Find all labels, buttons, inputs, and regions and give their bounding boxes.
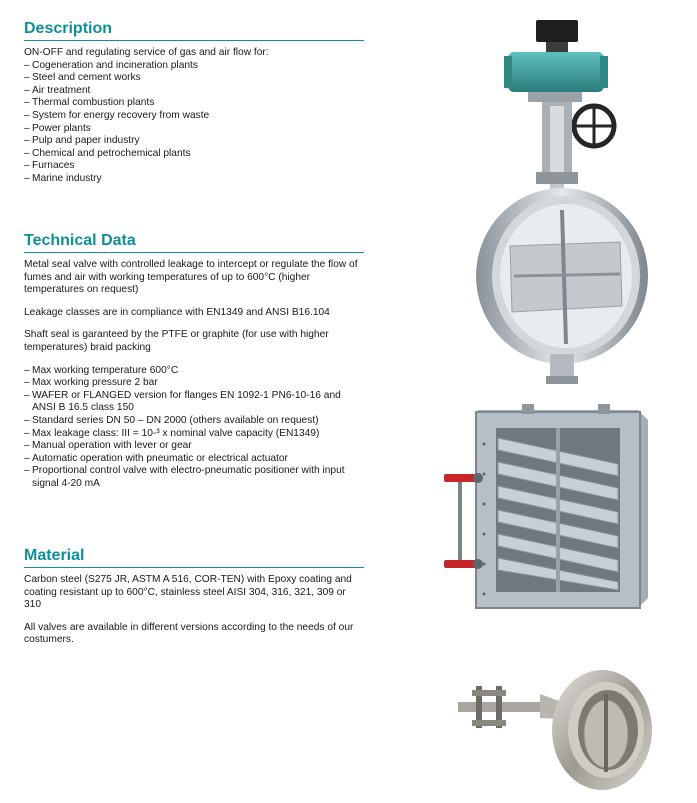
spec-list xyxy=(24,365,364,491)
list-item: – Thermal combustion plants xyxy=(24,97,364,110)
description-body xyxy=(24,47,364,186)
list-item: – WAFER or FLANGED version for flanges EN 1092-1 PN6-10-16 and ANSI B 16.5 class 150 xyxy=(24,390,364,415)
list-item: – Chemical and petrochemical plants xyxy=(24,148,364,161)
description-heading: Description xyxy=(24,20,364,41)
material-paragraph-2: All valves are available in different versions according to the needs of our costumers. xyxy=(24,621,354,646)
material-heading: Material xyxy=(24,547,364,568)
list-item: – Air treatment xyxy=(24,85,364,98)
material-body xyxy=(24,574,364,647)
list-item: – Automatic operation with pneumatic or electrical actuator xyxy=(24,453,364,466)
description-intro: ON-OFF and regulating service of gas and air flow for: xyxy=(24,47,269,58)
list-item: – System for energy recovery from waste xyxy=(24,110,364,123)
description-section xyxy=(24,20,364,186)
list-item: – Power plants xyxy=(24,123,364,136)
list-item: – Max leakage class: III = 10-³ x nominal valve capacity (EN1349) xyxy=(24,428,364,441)
application-list xyxy=(24,60,364,186)
technical-body xyxy=(24,259,364,491)
butterfly-valve-image xyxy=(470,14,650,390)
stainless-valve-image xyxy=(454,650,662,794)
list-item: – Manual operation with lever or gear xyxy=(24,440,364,453)
technical-paragraph-1: Metal seal valve with controlled leakage to intercept or regulate the flow of fumes and air with working temperatures of up to 600°C (higher temperatures on request) xyxy=(24,259,358,296)
list-item: – Max working pressure 2 bar xyxy=(24,377,364,390)
material-section xyxy=(24,547,364,647)
list-item: – Cogeneration and incineration plants xyxy=(24,60,364,73)
list-item: – Furnaces xyxy=(24,160,364,173)
list-item: – Pulp and paper industry xyxy=(24,135,364,148)
louver-damper-image xyxy=(438,404,656,622)
list-item: – Marine industry xyxy=(24,173,364,186)
technical-section xyxy=(24,232,364,491)
technical-paragraph-3: Shaft seal is garanteed by the PTFE or graphite (for use with higher temperatures) braid packing xyxy=(24,329,329,353)
list-item: – Standard series DN 50 – DN 2000 (others available on request) xyxy=(24,415,364,428)
list-item: – Max working temperature 600°C xyxy=(24,365,364,378)
technical-paragraph-2: Leakage classes are in compliance with EN1349 and ANSI B16.104 xyxy=(24,306,330,318)
list-item: – Steel and cement works xyxy=(24,72,364,85)
list-item: – Proportional control valve with electro-pneumatic positioner with input signal 4-20 mA xyxy=(24,465,364,490)
material-paragraph-1: Carbon steel (S275 JR, ASTM A 516, COR-TEN) with Epoxy coating and coating resistant up to 600°C, stainless steel AISI 304, 316, 321, 309 or 310 xyxy=(24,574,352,611)
technical-heading: Technical Data xyxy=(24,232,364,253)
